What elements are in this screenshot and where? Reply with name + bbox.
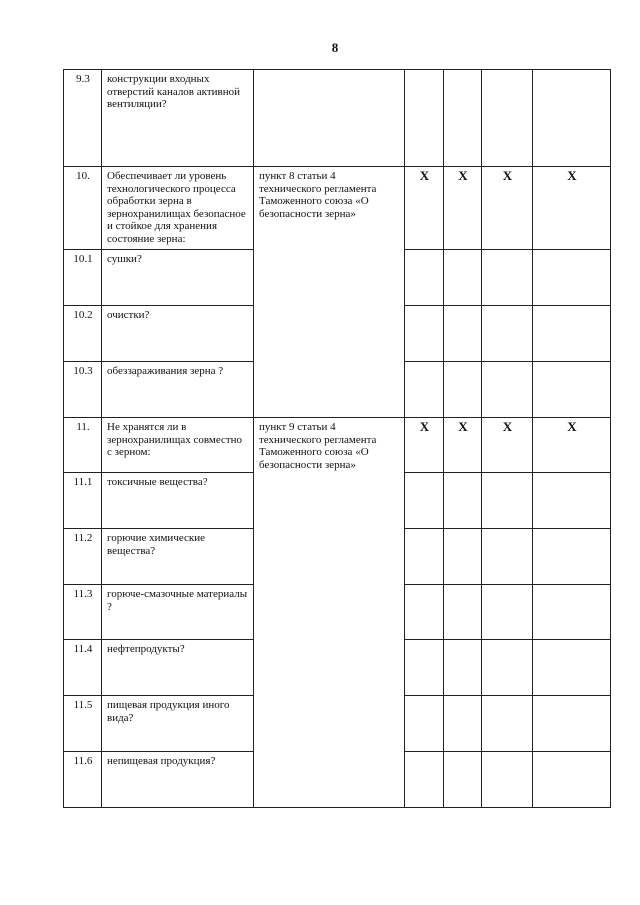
- answer-cell[interactable]: [444, 362, 482, 418]
- item-text: непищевая продукция?: [102, 752, 254, 808]
- answer-cell[interactable]: [405, 585, 444, 640]
- checklist-table: [63, 69, 611, 808]
- item-text: горюче-смазочные материалы ?: [102, 585, 254, 640]
- answer-cell[interactable]: [533, 70, 611, 167]
- page-number: 8: [331, 40, 339, 55]
- answer-cell[interactable]: [482, 640, 533, 696]
- item-number: 11.6: [64, 752, 102, 808]
- x-mark: X: [444, 418, 482, 473]
- answer-cell[interactable]: [533, 529, 611, 585]
- table-row: [64, 70, 611, 167]
- item-text: обеззараживания зерна ?: [102, 362, 254, 418]
- item-text: токсичные вещества?: [102, 473, 254, 529]
- answer-cell[interactable]: [482, 473, 533, 529]
- answer-cell[interactable]: [405, 529, 444, 585]
- item-number: 11.4: [64, 640, 102, 696]
- reference-cell: пункт 9 статьи 4 технического регламента Таможенного союза «О безопасности зерна»: [254, 418, 405, 808]
- answer-cell[interactable]: [405, 306, 444, 362]
- x-mark: X: [444, 167, 482, 250]
- answer-cell[interactable]: [533, 640, 611, 696]
- answer-cell[interactable]: [444, 529, 482, 585]
- item-text: конструкции входных отверстий каналов активной вентиляции?: [102, 70, 254, 167]
- answer-cell[interactable]: [444, 473, 482, 529]
- item-number: 9.3: [64, 70, 102, 167]
- answer-cell[interactable]: [405, 473, 444, 529]
- answer-cell[interactable]: [405, 752, 444, 808]
- answer-cell[interactable]: [444, 696, 482, 752]
- x-mark: X: [405, 167, 444, 250]
- answer-cell[interactable]: [405, 696, 444, 752]
- item-text: нефтепродукты?: [102, 640, 254, 696]
- answer-cell[interactable]: [533, 306, 611, 362]
- answer-cell[interactable]: [533, 752, 611, 808]
- table-row: [64, 167, 611, 250]
- x-mark: X: [405, 418, 444, 473]
- answer-cell[interactable]: [444, 585, 482, 640]
- answer-cell[interactable]: [482, 250, 533, 306]
- answer-cell[interactable]: [482, 306, 533, 362]
- item-text: сушки?: [102, 250, 254, 306]
- answer-cell[interactable]: [444, 306, 482, 362]
- x-mark: X: [533, 167, 611, 250]
- answer-cell[interactable]: [482, 696, 533, 752]
- answer-cell[interactable]: [444, 250, 482, 306]
- item-number: 10.: [64, 167, 102, 250]
- item-number: 10.3: [64, 362, 102, 418]
- x-mark: X: [533, 418, 611, 473]
- answer-cell[interactable]: [533, 696, 611, 752]
- answer-cell[interactable]: [405, 640, 444, 696]
- item-number: 11.5: [64, 696, 102, 752]
- answer-cell[interactable]: [444, 752, 482, 808]
- answer-cell[interactable]: [405, 250, 444, 306]
- item-number: 11.: [64, 418, 102, 473]
- table-row: [64, 418, 611, 473]
- answer-cell[interactable]: [482, 362, 533, 418]
- item-text: очистки?: [102, 306, 254, 362]
- reference-cell: пункт 8 статьи 4 технического регламента Таможенного союза «О безопасности зерна»: [254, 167, 405, 418]
- item-text: горючие химические вещества?: [102, 529, 254, 585]
- item-number: 11.3: [64, 585, 102, 640]
- answer-cell[interactable]: [533, 585, 611, 640]
- item-text: Не хранятся ли в зернохранилищах совместно с зерном:: [102, 418, 254, 473]
- answer-cell[interactable]: [405, 362, 444, 418]
- answer-cell[interactable]: [444, 640, 482, 696]
- x-mark: X: [482, 167, 533, 250]
- answer-cell[interactable]: [482, 529, 533, 585]
- reference-cell: [254, 70, 405, 167]
- answer-cell[interactable]: [405, 70, 444, 167]
- item-number: 11.1: [64, 473, 102, 529]
- x-mark: X: [482, 418, 533, 473]
- item-text: пищевая продукция иного вида?: [102, 696, 254, 752]
- answer-cell[interactable]: [533, 473, 611, 529]
- item-number: 10.1: [64, 250, 102, 306]
- answer-cell[interactable]: [444, 70, 482, 167]
- answer-cell[interactable]: [482, 752, 533, 808]
- answer-cell[interactable]: [533, 362, 611, 418]
- item-number: 10.2: [64, 306, 102, 362]
- answer-cell[interactable]: [533, 250, 611, 306]
- item-number: 11.2: [64, 529, 102, 585]
- answer-cell[interactable]: [482, 585, 533, 640]
- answer-cell[interactable]: [482, 70, 533, 167]
- item-text: Обеспечивает ли уровень технологического процесса обработки зерна в зернохранилищах безопасное и стойкое для хранения состояние зерна:: [102, 167, 254, 250]
